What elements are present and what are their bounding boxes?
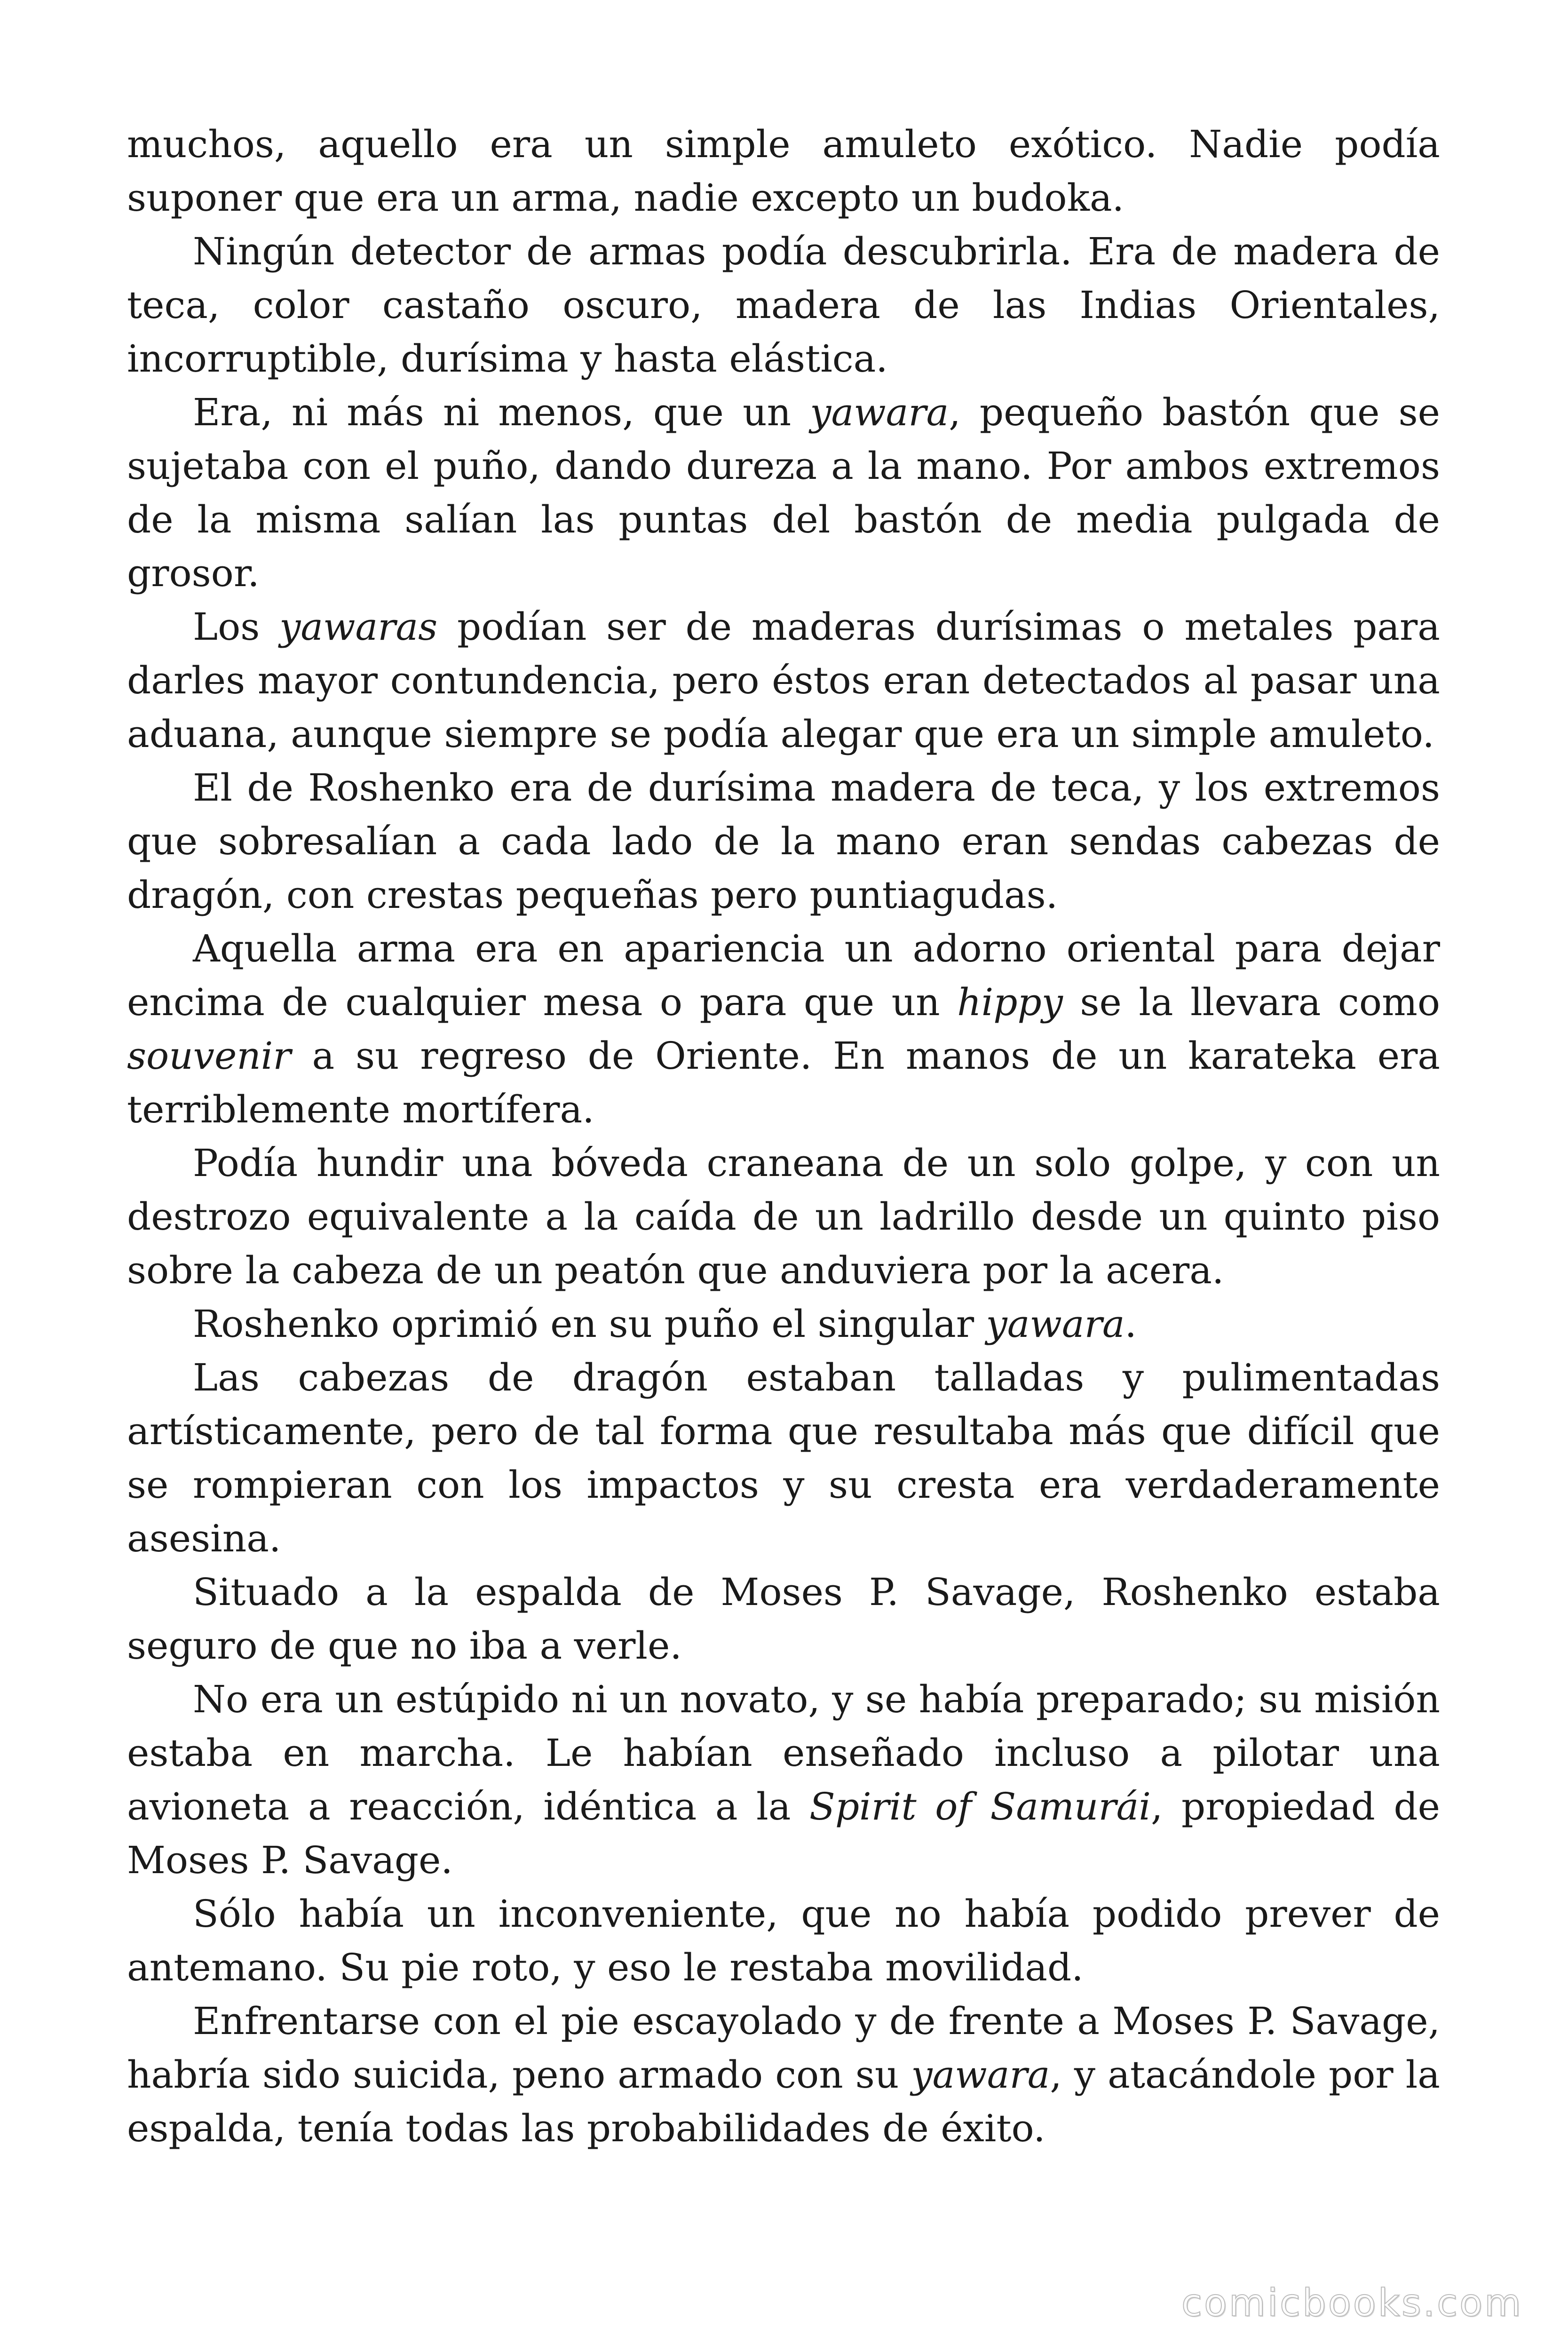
paragraph [127, 1565, 1440, 1673]
italic-text: yawaras [279, 605, 438, 649]
italic-text: souvenir [127, 1034, 291, 1078]
text-run: No era un estúpido ni un novato, y se había preparado; su misión estaba en marcha. Le habían enseñado incluso a pilotar una avioneta a reacción, idéntica a la [127, 1677, 1440, 1828]
text-run: Era, ni más ni menos, que un [193, 390, 810, 434]
paragraph [127, 1297, 1440, 1351]
text-run: El de Roshenko era de durísima madera de teca, y los extremos que sobresalían a cada lado de la mano eran sendas cabezas de dragón, con crestas pequeñas pero puntiagudas. [127, 766, 1440, 917]
text-run: Los [193, 605, 280, 649]
text-run: Enfrentarse con el pie escayolado y de frente a Moses P. Savage, habría sido suicida, peno armado con su [127, 1999, 1440, 2097]
text-run: Aquella arma era en apariencia un adorno oriental para dejar encima de cualquier mesa o para que un [127, 927, 1440, 1024]
paragraph [127, 600, 1440, 761]
watermark-comicbooks: comicbooks.com [1181, 2281, 1523, 2325]
paragraph [127, 1673, 1440, 1887]
text-run: Roshenko oprimió en su puño el singular [193, 1302, 986, 1346]
paragraph [127, 225, 1440, 386]
text-run: Podía hundir una bóveda craneana de un solo golpe, y con un destrozo equivalente a la caída de un ladrillo desde un quinto piso sobre la cabeza de un peatón que anduviera por la acera. [127, 1141, 1440, 1292]
italic-text: yawara [986, 1302, 1125, 1346]
italic-text: yawara [911, 2053, 1050, 2097]
paragraph [127, 1351, 1440, 1565]
text-run: Situado a la espalda de Moses P. Savage, Roshenko estaba seguro de que no iba a verle. [127, 1570, 1440, 1668]
text-run: Ningún detector de armas podía descubrirla. Era de madera de teca, color castaño oscuro, madera de las Indias Orientales, incorruptible, durísima y hasta elástica. [127, 230, 1440, 381]
italic-text: Spirit of Samurái [809, 1785, 1151, 1828]
book-page-body [127, 118, 1440, 2155]
italic-text: hippy [957, 980, 1063, 1024]
text-run: , pequeño bastón que se sujetaba con el puño, dando dureza a la mano. Por ambos extremos de la misma salían las puntas del bastón de media pulgada de grosor. [127, 390, 1440, 595]
text-run: , y atacándole por la espalda, tenía todas las probabilidades de éxito. [127, 2053, 1441, 2150]
paragraph [127, 1887, 1440, 1994]
paragraph [127, 386, 1440, 600]
paragraph [127, 1994, 1440, 2155]
text-run: . [1125, 1302, 1137, 1346]
text-run: , propiedad de Moses P. Savage. [127, 1785, 1440, 1882]
text-run: muchos, aquello era un simple amuleto exótico. Nadie podía suponer que era un arma, nadie excepto un budoka. [127, 122, 1440, 220]
paragraph [127, 118, 1440, 225]
text-run: a su regreso de Oriente. En manos de un karateka era terriblemente mortífera. [127, 1034, 1440, 1131]
text-run: Las cabezas de dragón estaban talladas y pulimentadas artísticamente, pero de tal forma que resultaba más que difícil que se rompieran con los impactos y su cresta era verdaderamente asesina. [127, 1356, 1440, 1560]
text-run: se la llevara como [1062, 980, 1440, 1024]
text-run: Sólo había un inconveniente, que no había podido prever de antemano. Su pie roto, y eso le restaba movilidad. [127, 1892, 1440, 1989]
paragraph [127, 922, 1440, 1136]
italic-text: yawara [810, 390, 949, 434]
paragraph [127, 761, 1440, 922]
text-run: podían ser de maderas durísimas o metales para darles mayor contundencia, pero éstos eran detectados al pasar una aduana, aunque siempre se podía alegar que era un simple amuleto. [127, 605, 1440, 756]
paragraph [127, 1136, 1440, 1297]
